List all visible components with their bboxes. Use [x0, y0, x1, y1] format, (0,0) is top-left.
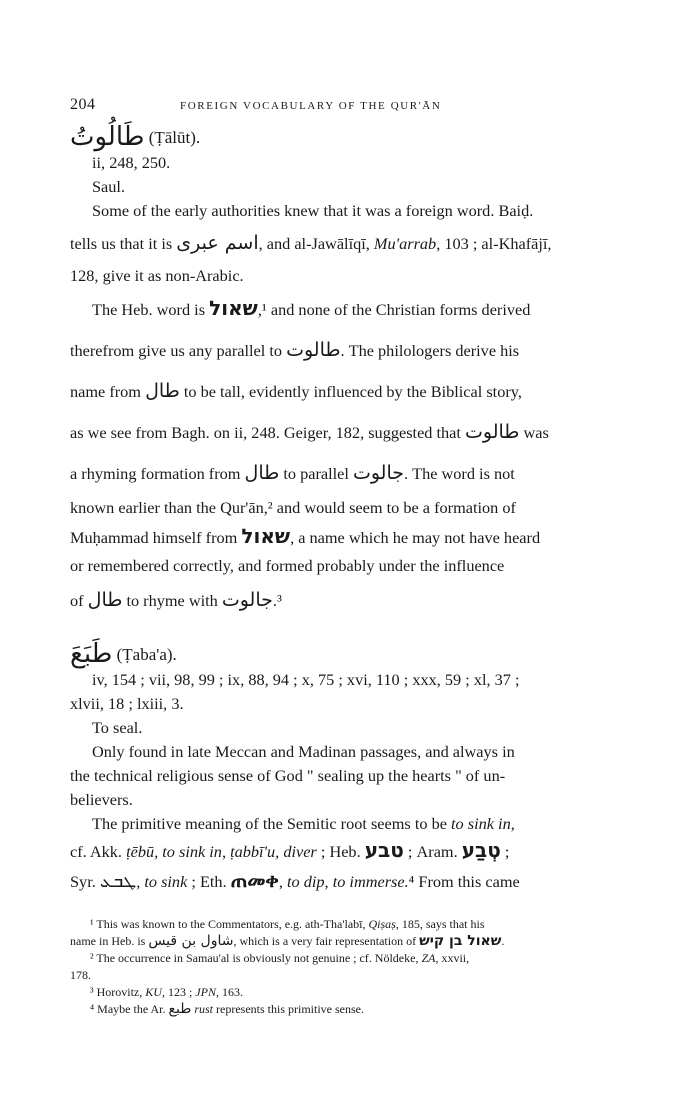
text-line: believers.	[70, 790, 133, 809]
footnote-1: ¹ This was known to the Commentators, e.g. ath-Tha'labī, Qiṣaṣ, 185, says that his	[90, 917, 485, 931]
hebrew-word: שאול בן קיש	[419, 933, 502, 949]
page-number: 204	[70, 96, 96, 113]
arabic-word: طبع	[168, 1001, 192, 1017]
aramaic-word: טְבַע	[461, 838, 501, 862]
arabic-word: جالوت	[221, 589, 273, 611]
footnote-2-cont: 178.	[70, 968, 91, 982]
text-line: Syr. ܛܒܥ, to sink ; Eth. ጠመቀ, to dip, to immerse.⁴ From this came	[70, 868, 520, 892]
headword-translit: (Ṭālūt).	[148, 128, 201, 147]
text-line: known earlier than the Qur'ān,² and would seem to be a formation of	[70, 498, 516, 517]
text-line: 128, give it as non-Arabic.	[70, 266, 244, 285]
arabic-word: اسم عبرى	[176, 232, 259, 254]
text-line: therefrom give us any parallel to طالوت. The philologers derive his	[70, 339, 520, 361]
arabic-word: طال	[244, 462, 280, 484]
text-line: tells us that it is اسم عبرى, and al-Jawālīqī, Mu'arrab, 103 ; al-Khafājī,	[70, 232, 552, 254]
text-line: the technical religious sense of God " sealing up the hearts " of un-	[70, 766, 506, 785]
entry-heading-tabaa	[70, 641, 616, 668]
hebrew-word: שאול	[241, 524, 291, 548]
text-line: or remembered correctly, and formed probably under the influence	[70, 556, 505, 575]
meaning: Saul.	[92, 177, 126, 196]
headword-translit: (Ṭaba'a).	[116, 645, 177, 664]
text-line: Some of the early authorities knew that it was a foreign word. Baiḍ.	[92, 201, 534, 220]
ethiopic-word: ጠመቀ	[230, 868, 279, 892]
page	[70, 96, 616, 1018]
hebrew-word: שאול	[209, 296, 258, 320]
text-line: The primitive meaning of the Semitic root seems to be to sink in,	[92, 814, 515, 833]
arabic-word: جالوت	[352, 462, 404, 484]
hebrew-word: טבע	[364, 838, 404, 862]
footnote-4: ⁴ Maybe the Ar. طبع rust represents this primitive sense.	[90, 1001, 364, 1017]
text-line: name from طال to be tall, evidently influenced by the Biblical story,	[70, 380, 522, 402]
footnote-2: ² The occurrence in Samau'al is obviously not genuine ; cf. Nöldeke, ZA, xxvii,	[90, 951, 470, 965]
text-line: cf. Akk. ṭēbū, to sink in, ṭabbī'u, diver ; Heb. טבע ; Aram. טְבַע ;	[70, 838, 510, 862]
running-title: FOREIGN VOCABULARY OF THE QUR'ĀN	[180, 100, 442, 112]
entry-heading-talut	[70, 124, 616, 151]
arabic-word: شاول بن قيس	[148, 933, 234, 949]
text-line: of طال to rhyme with جالوت.³	[70, 589, 282, 611]
arabic-word: طال	[145, 380, 180, 402]
arabic-word: طالوت	[465, 421, 520, 443]
headword-arabic: طَالُوتُ	[70, 122, 145, 152]
syriac-word: ܛܒܥ	[99, 870, 137, 892]
refs: ii, 248, 250.	[92, 153, 171, 172]
text-line: a rhyming formation from طال to parallel جالوت. The word is not	[70, 462, 515, 484]
refs: iv, 154 ; vii, 98, 99 ; ix, 88, 94 ; x, 75 ; xvi, 110 ; xxx, 59 ; xl, 37 ;	[92, 670, 520, 689]
running-header	[70, 96, 616, 114]
meaning: To seal.	[92, 718, 143, 737]
footnote-3: ³ Horovitz, KU, 123 ; JPN, 163.	[90, 985, 243, 999]
refs: xlvii, 18 ; lxiii, 3.	[70, 694, 184, 713]
arabic-word: طال	[87, 589, 123, 611]
arabic-word: طالوت	[286, 339, 341, 361]
text-line: Only found in late Meccan and Madinan passages, and always in	[92, 742, 515, 761]
text-line: The Heb. word is שאול,¹ and none of the Christian forms derived	[92, 296, 531, 320]
text-line: as we see from Bagh. on ii, 248. Geiger, 182, suggested that طالوت was	[70, 421, 549, 443]
footnote-1-cont: name in Heb. is شاول بن قيس, which is a very fair representation of שאול בן קיש.	[70, 933, 505, 949]
text-line: Muḥammad himself from שאול, a name which he may not have heard	[70, 524, 541, 548]
headword-arabic: طَبَعَ	[70, 639, 113, 669]
